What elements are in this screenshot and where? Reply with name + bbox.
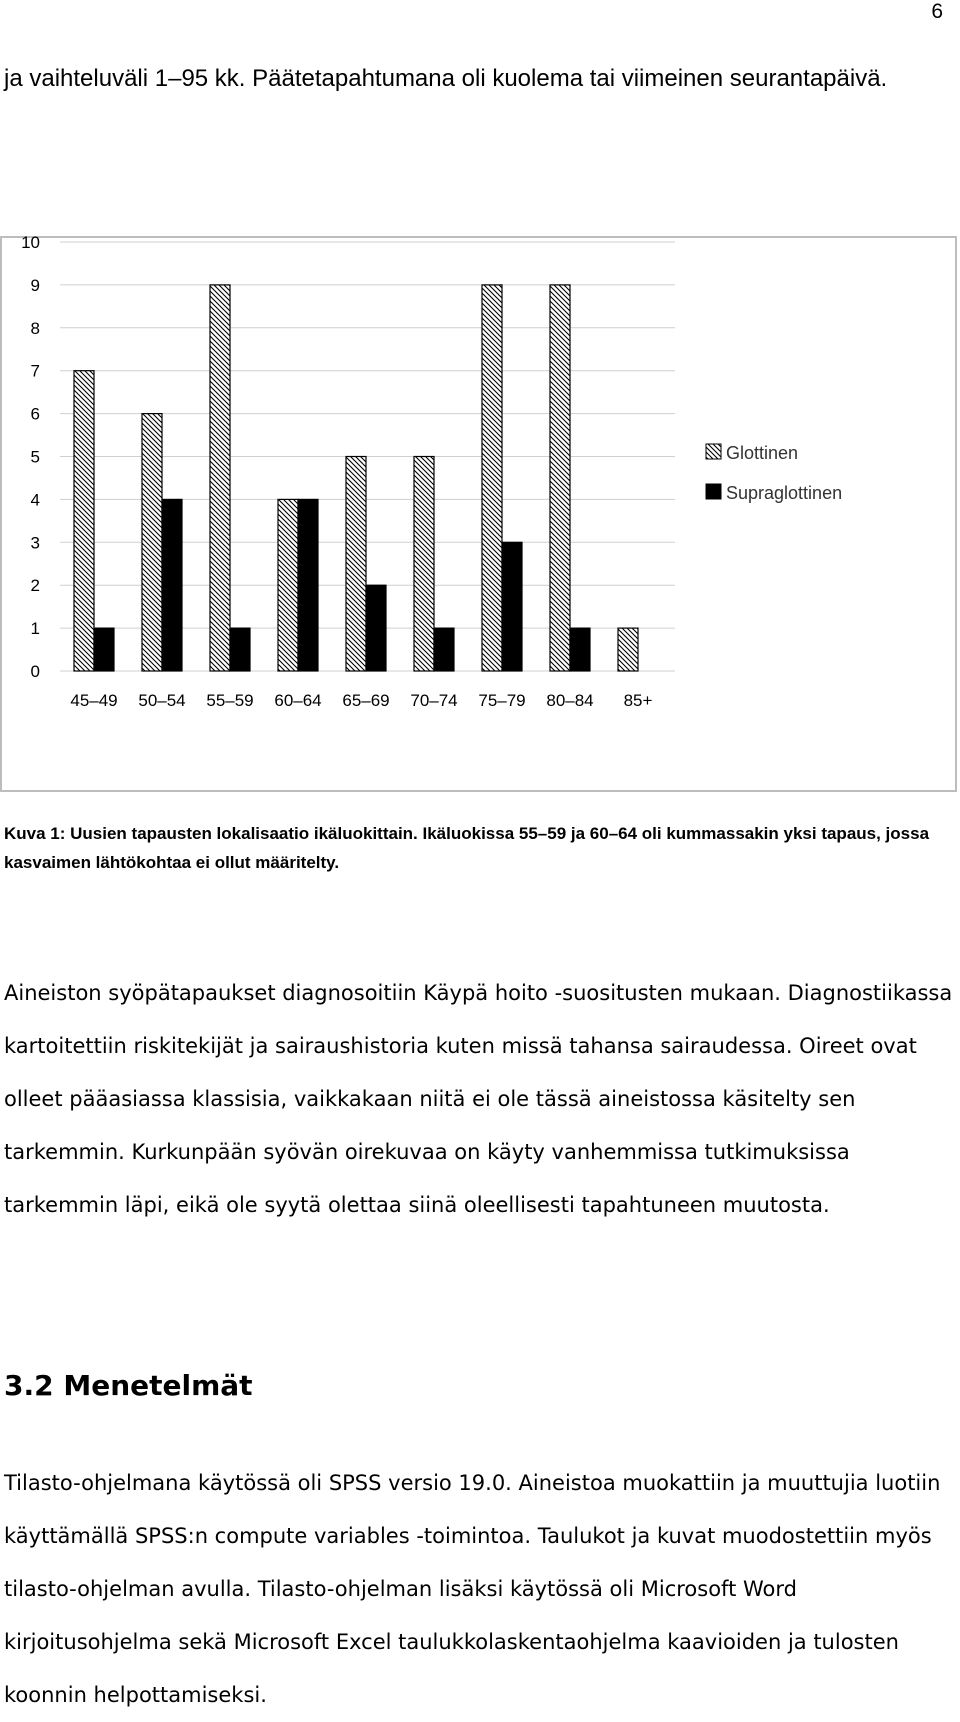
body-paragraph-methods: Tilasto-ohjelmana käytössä oli SPSS versio 19.0. Aineistoa muokattiin ja muuttujia luotiin käyttämällä SPSS:n compute variables -toimintoa. Taulukot ja kuvat muodostettiin myös tilasto-ohjelman avulla. Tilasto-ohjelman lisäksi käytössä oli Microsoft Word kirjoitusohjelma sekä Microsoft Excel taulukkolaskentaohjelma kaavioiden ja tulosten koonnin helpottamiseksi. [4,1471,941,1707]
x-tick-label: 45–49 [70,691,118,710]
x-tick-label: 70–74 [410,691,458,710]
x-tick-label: 85+ [623,691,653,710]
y-tick-label: 9 [30,275,40,295]
age-group-bar-chart [0,236,960,796]
bar-glottinen [74,371,94,671]
bar-supraglottinen [298,499,318,671]
x-tick-label: 65–69 [342,691,390,710]
legend-label: Supraglottinen [726,483,843,503]
bar-glottinen [278,499,298,671]
bar-supraglottinen [502,542,522,671]
bar-glottinen [482,285,502,671]
bar-supraglottinen [230,628,250,671]
bar-glottinen [142,414,162,671]
body-paragraph-diagnostics: Aineiston syöpätapaukset diagnosoitiin Käypä hoito -suositusten mukaan. Diagnostiikassa kartoitettiin riskitekijät ja sairaushistoria kuten missä tahansa sairaudessa. Oireet ovat olleet pääasiassa klassisia, vaikkakaan niitä ei ole tässä aineistossa käsitelty sen tarkemmin. Kurkunpään syövän oirekuvaa on käyty vanhemmissa tutkimuksissa tarkemmin läpi, eikä ole syytä olettaa siinä oleellisesti tapahtuneen muutosta. [4,981,953,1217]
y-tick-label: 10 [21,236,40,252]
y-tick-label: 6 [30,404,40,424]
y-tick-label: 0 [30,662,40,681]
legend-swatch [706,484,721,499]
x-tick-label: 60–64 [274,691,322,710]
bar-glottinen [414,457,434,672]
legend-swatch [706,444,721,459]
x-tick-label: 80–84 [546,691,594,710]
x-tick-label: 50–54 [138,691,186,710]
x-tick-label: 55–59 [206,691,254,710]
y-tick-label: 3 [30,533,40,553]
y-tick-label: 4 [30,490,40,510]
section-heading: 3.2 Menetelmät [4,1369,253,1402]
legend-label: Glottinen [726,443,799,463]
x-tick-label: 75–79 [478,691,526,710]
figure-caption: Kuva 1: Uusien tapausten lokalisaatio ikäluokittain. Ikäluokissa 55–59 ja 60–64 oli kummassakin yksi tapaus, jossa kasvaimen lähtökohtaa ei ollut määritelty. [4,824,930,872]
bar-glottinen [550,285,570,671]
bar-supraglottinen [570,628,590,671]
intro-paragraph: ja vaihteluväli 1–95 kk. Päätetapahtumana oli kuolema tai viimeinen seurantapäivä. [4,65,888,92]
bar-glottinen [618,628,638,671]
bar-supraglottinen [162,499,182,671]
bar-supraglottinen [434,628,454,671]
bar-supraglottinen [94,628,114,671]
y-tick-label: 5 [30,447,40,467]
bar-supraglottinen [366,585,386,671]
y-tick-label: 8 [30,318,40,338]
page-number: 6 [931,0,943,23]
y-tick-label: 2 [30,576,40,596]
y-tick-label: 1 [30,619,40,639]
bar-glottinen [210,285,230,671]
bar-glottinen [346,457,366,672]
y-tick-label: 7 [30,361,40,381]
